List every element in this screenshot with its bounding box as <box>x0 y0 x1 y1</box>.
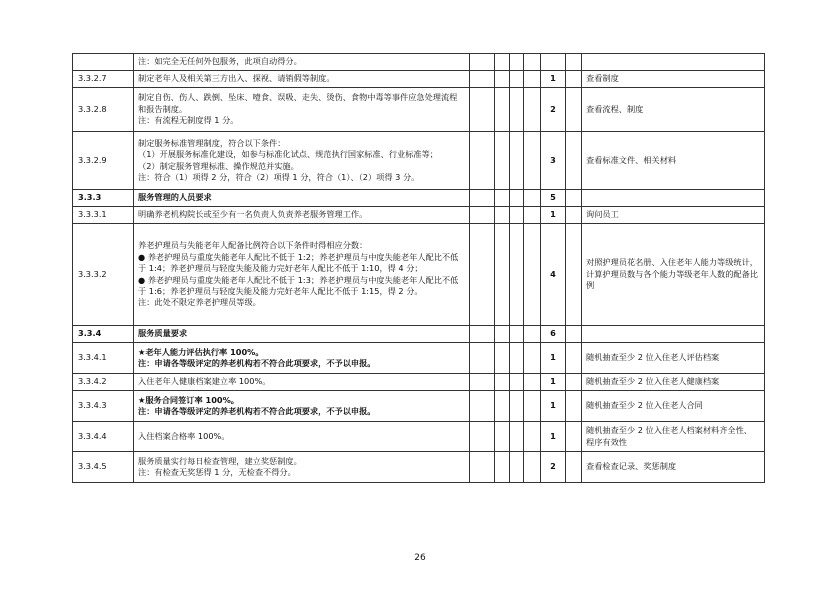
content-line: 注：有检查无奖惩得 1 分，无检查不得分。 <box>138 467 296 477</box>
blank-cell <box>510 54 524 71</box>
blank-cell <box>495 207 510 224</box>
content-line: 入住老年人健康档案建立率 100%。 <box>138 376 271 387</box>
content-line: 服务质量要求 <box>138 328 188 339</box>
blank-cell <box>510 132 524 190</box>
blank-cell <box>495 343 510 374</box>
item-content-cell <box>134 374 470 391</box>
score-cell: 1 <box>541 422 566 452</box>
table-row <box>73 224 765 326</box>
blank-cell <box>470 88 495 132</box>
item-id-cell: 3.3.4.5 <box>73 452 134 483</box>
method-cell: 询问员工 <box>582 207 765 224</box>
content-line: 服务质量实行每日检查管理，建立奖惩制度。 <box>138 455 302 466</box>
blank-cell <box>470 343 495 374</box>
item-id-cell: 3.3.2.7 <box>73 71 134 88</box>
blank-cell <box>566 374 582 391</box>
content-line: 制定老年人及相关第三方出入、探视、请销假等制度。 <box>138 73 335 84</box>
blank-cell <box>566 452 582 483</box>
blank-cell <box>524 88 541 132</box>
blank-cell <box>495 71 510 88</box>
blank-cell <box>495 190 510 207</box>
blank-cell <box>495 88 510 132</box>
blank-cell <box>510 391 524 422</box>
content-line: 制定服务标准管理制度，符合以下条件： <box>138 137 286 148</box>
content-line: 明确养老机构院长或至少有一名负责人负责养老服务管理工作。 <box>138 209 368 220</box>
item-content-cell <box>134 207 470 224</box>
method-cell: 随机抽查至少 2 位入住老人健康档案 <box>582 374 765 391</box>
item-content-cell <box>134 391 470 422</box>
method-cell: 随机抽查至少 2 位入住老人档案材料齐全性、程序有效性 <box>582 422 765 452</box>
content-line: 注：申请各等级评定的养老机构若不符合此项要求，不予以申报。 <box>138 406 376 416</box>
blank-cell <box>470 207 495 224</box>
content-line: ★服务合同签订率 100%。 <box>138 394 239 405</box>
score-cell: 1 <box>541 207 566 224</box>
content-line: ★老年人能力评估执行率 100%。 <box>138 346 264 357</box>
blank-cell <box>510 343 524 374</box>
blank-cell <box>495 326 510 343</box>
blank-cell <box>510 207 524 224</box>
content-line: ● 养老护理员与重度失能老年人配比不低于 1:3；养老护理员与中度失能老年人配比不低于 1:6；养老护理员与轻度失能及能力完好老年人配比不低于 1:15，得 2 分。 <box>138 274 459 296</box>
blank-cell <box>524 132 541 190</box>
item-content-cell <box>134 224 470 326</box>
item-content-cell <box>134 88 470 132</box>
blank-cell <box>524 374 541 391</box>
method-cell: 查看检查记录、奖惩制度 <box>582 452 765 483</box>
blank-cell <box>566 207 582 224</box>
blank-cell <box>566 391 582 422</box>
table-row <box>73 422 765 452</box>
section-row <box>73 190 765 207</box>
blank-cell <box>510 452 524 483</box>
blank-cell <box>524 422 541 452</box>
blank-cell <box>510 71 524 88</box>
blank-cell <box>510 422 524 452</box>
blank-cell <box>470 190 495 207</box>
content-line: （2）制定服务管理标准、操作规范并实施。 <box>138 160 299 171</box>
table-row <box>73 88 765 132</box>
blank-cell <box>566 326 582 343</box>
blank-cell <box>470 326 495 343</box>
table-row <box>73 54 765 71</box>
score-cell: 5 <box>541 190 566 207</box>
blank-cell <box>524 326 541 343</box>
item-content-cell <box>134 326 470 343</box>
blank-cell <box>566 88 582 132</box>
blank-cell <box>566 343 582 374</box>
score-cell: 2 <box>541 452 566 483</box>
blank-cell <box>566 132 582 190</box>
content-line: ● 养老护理员与重度失能老年人配比不低于 1:2；养老护理员与中度失能老年人配比不低于 1:4；养老护理员与轻度失能及能力完好老年人配比不低于 1:10，得 4 分； <box>138 251 459 274</box>
blank-cell <box>524 391 541 422</box>
blank-cell <box>495 54 510 71</box>
item-content-cell <box>134 54 470 71</box>
content-line: 养老护理员与失能老年人配备比例符合以下条件时得相应分数： <box>138 240 368 251</box>
content-line: 服务管理的人员要求 <box>138 192 212 203</box>
item-content-cell <box>134 343 470 374</box>
item-id-cell: 3.3.2.9 <box>73 132 134 190</box>
content-line: 注：此处不限定养老护理员等级。 <box>138 297 261 308</box>
item-id-cell: 3.3.3.1 <box>73 207 134 224</box>
blank-cell <box>524 190 541 207</box>
blank-cell <box>566 71 582 88</box>
blank-cell <box>495 224 510 326</box>
content-line: 制定自伤、伤人、跌倒、坠床、噎食、误吸、走失、烫伤、食物中毒等事件应急处理流程和报告制度。 <box>138 92 458 114</box>
method-cell: 查看标准文件、相关材料 <box>582 132 765 190</box>
content-line: 注：符合（1）项得 2 分，符合（2）项得 1 分，符合（1）、（2）项得 3 分。 <box>138 171 420 182</box>
method-cell: 查看制度 <box>582 71 765 88</box>
blank-cell <box>470 452 495 483</box>
content-line: 注：申请各等级评定的养老机构若不符合此项要求，不予以申报。 <box>138 358 376 368</box>
blank-cell <box>524 452 541 483</box>
item-id-cell: 3.3.3 <box>73 190 134 207</box>
score-cell: 1 <box>541 343 566 374</box>
blank-cell <box>495 132 510 190</box>
blank-cell <box>524 224 541 326</box>
blank-cell <box>566 54 582 71</box>
blank-cell <box>566 422 582 452</box>
item-id-cell: 3.3.4.1 <box>73 343 134 374</box>
table-row <box>73 374 765 391</box>
item-id-cell: 3.3.2.8 <box>73 88 134 132</box>
score-cell: 1 <box>541 374 566 391</box>
method-cell: 随机抽查至少 2 位入住老人评估档案 <box>582 343 765 374</box>
score-cell: 3 <box>541 132 566 190</box>
content-line: 注：有流程无制度得 1 分。 <box>138 115 239 126</box>
evaluation-table <box>72 53 765 483</box>
item-id-cell: 3.3.4 <box>73 326 134 343</box>
item-id-cell: 3.3.4.3 <box>73 391 134 422</box>
table-body <box>73 54 765 483</box>
blank-cell <box>510 224 524 326</box>
blank-cell <box>495 452 510 483</box>
blank-cell <box>470 224 495 326</box>
blank-cell <box>566 190 582 207</box>
method-cell <box>582 54 765 71</box>
blank-cell <box>495 422 510 452</box>
item-id-cell: 3.3.4.2 <box>73 374 134 391</box>
item-content-cell <box>134 452 470 483</box>
blank-cell <box>524 54 541 71</box>
table-row <box>73 207 765 224</box>
blank-cell <box>510 88 524 132</box>
score-cell: 1 <box>541 71 566 88</box>
blank-cell <box>470 422 495 452</box>
blank-cell <box>470 71 495 88</box>
blank-cell <box>495 391 510 422</box>
score-cell <box>541 54 566 71</box>
score-cell: 6 <box>541 326 566 343</box>
table-row <box>73 391 765 422</box>
item-content-cell <box>134 190 470 207</box>
content-line: 注：如完全无任何外包服务，此项自动得分。 <box>138 56 302 67</box>
score-cell: 2 <box>541 88 566 132</box>
score-cell: 4 <box>541 224 566 326</box>
blank-cell <box>470 132 495 190</box>
table-row <box>73 343 765 374</box>
table-row <box>73 452 765 483</box>
section-row <box>73 326 765 343</box>
table-row <box>73 71 765 88</box>
table-row <box>73 132 765 190</box>
blank-cell <box>524 71 541 88</box>
blank-cell <box>524 207 541 224</box>
blank-cell <box>470 374 495 391</box>
blank-cell <box>470 391 495 422</box>
item-id-cell: 3.3.4.4 <box>73 422 134 452</box>
item-content-cell <box>134 422 470 452</box>
method-cell: 随机抽查至少 2 位入住老人合同 <box>582 391 765 422</box>
method-cell <box>582 326 765 343</box>
method-cell: 查看流程、制度 <box>582 88 765 132</box>
blank-cell <box>510 326 524 343</box>
score-cell: 1 <box>541 391 566 422</box>
blank-cell <box>566 224 582 326</box>
item-content-cell <box>134 132 470 190</box>
blank-cell <box>510 374 524 391</box>
page-number: 26 <box>414 553 426 563</box>
method-cell <box>582 190 765 207</box>
blank-cell <box>495 374 510 391</box>
item-id-cell <box>73 54 134 71</box>
content-line: （1）开展服务标准化建设，如参与标准化试点、规范执行国家标准、行业标准等； <box>138 149 438 160</box>
item-id-cell: 3.3.3.2 <box>73 224 134 326</box>
method-cell: 对照护理员花名册、入住老年人能力等级统计，计算护理员数与各个能力等级老年人数的配备比例 <box>582 224 765 326</box>
blank-cell <box>510 190 524 207</box>
blank-cell <box>524 343 541 374</box>
item-content-cell <box>134 71 470 88</box>
content-line: 入住档案合格率 100%。 <box>138 430 230 441</box>
blank-cell <box>470 54 495 71</box>
